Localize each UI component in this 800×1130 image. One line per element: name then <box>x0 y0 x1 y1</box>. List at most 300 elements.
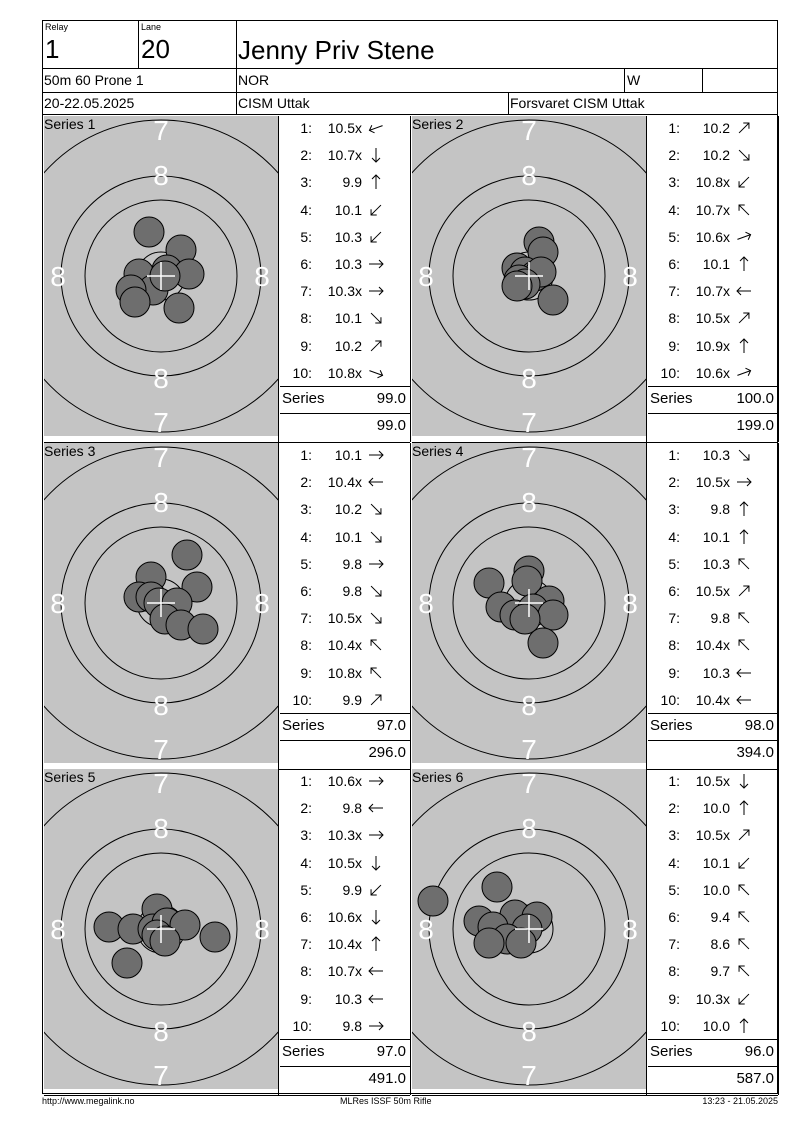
ring-number-label: 8 <box>521 813 537 844</box>
ring-number-label: 8 <box>418 588 434 619</box>
shot-value: 10.7x <box>695 283 730 300</box>
ring-number-label: 8 <box>153 363 169 394</box>
ring-number-label: 7 <box>153 769 169 799</box>
shot-row <box>282 283 408 301</box>
target-2 <box>412 116 646 436</box>
shot-value: 10.2 <box>334 501 362 518</box>
shot-number: 8: <box>300 963 312 980</box>
shot-row <box>282 202 408 220</box>
shot-number: 1: <box>300 447 312 463</box>
ring-number-label: 7 <box>521 116 537 146</box>
shot-value: 10.6x <box>327 909 362 925</box>
header-divider <box>702 68 703 92</box>
shot-number: 5: <box>668 881 680 898</box>
direction-arrow-icon <box>366 692 386 708</box>
shot-value: 10.4x <box>327 936 362 953</box>
shot-row <box>282 529 408 547</box>
shot-value: 10.0 <box>702 881 730 898</box>
shot-row <box>650 827 776 845</box>
ring-number-label: 7 <box>521 443 537 473</box>
shot-value: 10.3x <box>327 827 362 844</box>
shot-value: 9.8 <box>342 800 362 817</box>
shot-row <box>650 583 776 601</box>
shot-hole <box>172 540 202 570</box>
shot-number: 5: <box>300 555 312 572</box>
series-total: 99.0 <box>376 390 406 407</box>
ring-number-label: 8 <box>521 160 537 191</box>
shot-row <box>282 365 408 383</box>
shot-row <box>650 229 776 247</box>
direction-arrow-icon <box>366 147 386 163</box>
direction-arrow-icon <box>734 229 754 245</box>
shot-number: 10: <box>660 691 680 708</box>
shot-value: 10.6x <box>695 364 730 381</box>
shot-hole <box>150 926 180 956</box>
shot-value: 10.4x <box>695 691 730 708</box>
shot-number: 8: <box>668 963 680 980</box>
direction-arrow-icon <box>734 773 754 789</box>
shot-value: 10.3 <box>334 256 362 272</box>
shot-number: 10: <box>292 691 312 708</box>
ring-number-label: 8 <box>622 914 638 945</box>
shot-hole <box>164 293 194 323</box>
shot-number: 1: <box>668 773 680 789</box>
header-divider <box>624 68 625 92</box>
shot-value: 8.6 <box>710 936 730 953</box>
direction-arrow-icon <box>366 120 386 136</box>
series-total-label: Series <box>282 1043 325 1060</box>
shot-number: 4: <box>300 854 312 871</box>
column-divider <box>778 769 779 1095</box>
shot-value: 10.2 <box>702 147 730 164</box>
shot-number: 6: <box>300 583 312 599</box>
shot-row <box>282 583 408 601</box>
direction-arrow-icon <box>734 963 754 979</box>
ring-number-label: 8 <box>153 813 169 844</box>
direction-arrow-icon <box>734 501 754 517</box>
direction-arrow-icon <box>734 365 754 381</box>
ring-number-label: 7 <box>521 734 537 763</box>
shot-hole <box>528 628 558 658</box>
direction-arrow-icon <box>366 529 386 545</box>
header-divider <box>42 68 778 69</box>
shot-hole <box>418 886 448 916</box>
shot-row <box>282 827 408 845</box>
ring-number-label: 7 <box>521 407 537 436</box>
relay-label: Relay <box>45 22 69 32</box>
target-face <box>412 443 646 763</box>
shot-hole <box>538 285 568 315</box>
series-title: Series 1 <box>44 116 96 132</box>
direction-arrow-icon <box>734 147 754 163</box>
shot-number: 6: <box>668 909 680 925</box>
column-divider <box>278 116 279 442</box>
direction-arrow-icon <box>366 800 386 816</box>
shot-row <box>282 800 408 818</box>
shot-number: 8: <box>668 310 680 327</box>
cumulative-total: 394.0 <box>736 744 774 761</box>
column-divider <box>646 116 647 442</box>
ring-number-label: 8 <box>50 914 66 945</box>
ring-number-label: 8 <box>418 914 434 945</box>
shot-row <box>282 773 408 791</box>
target-3 <box>44 443 278 763</box>
series-title: Series 2 <box>412 116 464 132</box>
direction-arrow-icon <box>366 665 386 681</box>
direction-arrow-icon <box>366 229 386 245</box>
footer-url: http://www.megalink.no <box>42 1096 135 1106</box>
shot-row <box>650 147 776 165</box>
shot-row <box>650 338 776 356</box>
ring-number-label: 8 <box>50 588 66 619</box>
shot-row <box>282 310 408 328</box>
total-divider <box>648 1066 778 1067</box>
shot-number: 9: <box>300 337 312 354</box>
header-divider <box>236 20 237 114</box>
shot-number: 8: <box>300 637 312 654</box>
shot-hole <box>120 287 150 317</box>
direction-arrow-icon <box>366 637 386 653</box>
shot-row <box>282 963 408 981</box>
shot-number: 2: <box>668 474 680 491</box>
total-divider <box>648 386 778 387</box>
ring-number-label: 8 <box>521 690 537 721</box>
shot-value: 10.1 <box>702 854 730 871</box>
shot-value: 10.1 <box>334 528 362 545</box>
shot-row <box>282 610 408 628</box>
shot-value: 10.7x <box>327 147 362 164</box>
ring-number-label: 7 <box>521 769 537 799</box>
ring-number-label: 7 <box>153 116 169 146</box>
shot-row <box>650 529 776 547</box>
direction-arrow-icon <box>366 909 386 925</box>
header-divider <box>508 92 509 114</box>
ring-number-label: 7 <box>153 734 169 763</box>
competition: CISM Uttak <box>238 95 310 111</box>
direction-arrow-icon <box>366 202 386 218</box>
cumulative-total: 587.0 <box>736 1070 774 1087</box>
shot-row <box>650 800 776 818</box>
direction-arrow-icon <box>734 991 754 1007</box>
shot-value: 10.6x <box>695 228 730 245</box>
direction-arrow-icon <box>366 310 386 326</box>
shot-number: 3: <box>300 174 312 191</box>
direction-arrow-icon <box>366 474 386 490</box>
event-name: 50m 60 Prone 1 <box>44 72 144 88</box>
lane-number: 20 <box>141 34 170 64</box>
shot-value: 10.5x <box>695 773 730 789</box>
series-total: 97.0 <box>376 1043 406 1060</box>
shot-value: 9.4 <box>710 909 730 925</box>
shot-value: 9.8 <box>342 555 362 572</box>
shot-number: 4: <box>668 528 680 545</box>
column-divider <box>278 443 279 769</box>
column-divider <box>646 769 647 1095</box>
shot-number: 6: <box>300 909 312 925</box>
shot-number: 7: <box>300 936 312 953</box>
column-divider <box>410 769 411 1095</box>
cumulative-total: 99.0 <box>376 417 406 434</box>
footer-timestamp: 13:23 - 21.05.2025 <box>702 1096 778 1106</box>
target-face <box>412 116 646 436</box>
shot-row <box>282 637 408 655</box>
shot-value: 9.8 <box>710 610 730 627</box>
total-divider <box>648 740 778 741</box>
shot-row <box>650 665 776 683</box>
ring-number-label: 8 <box>622 261 638 292</box>
shot-number: 10: <box>660 364 680 381</box>
shot-number: 3: <box>668 827 680 844</box>
ring-number-label: 8 <box>254 914 270 945</box>
shot-row <box>650 447 776 465</box>
shot-value: 10.3 <box>702 555 730 572</box>
direction-arrow-icon <box>734 174 754 190</box>
direction-arrow-icon <box>366 174 386 190</box>
shot-value: 10.5x <box>327 610 362 627</box>
direction-arrow-icon <box>734 120 754 136</box>
series-title: Series 4 <box>412 443 464 459</box>
shot-row <box>650 692 776 710</box>
shot-value: 10.5x <box>695 827 730 844</box>
shot-row <box>650 365 776 383</box>
series-total-label: Series <box>650 1043 693 1060</box>
total-divider <box>280 1066 410 1067</box>
direction-arrow-icon <box>734 474 754 490</box>
shot-value: 9.9 <box>342 691 362 708</box>
shot-hole <box>112 948 142 978</box>
shot-number: 9: <box>668 990 680 1007</box>
shot-row <box>282 338 408 356</box>
target-4 <box>412 443 646 763</box>
shot-row <box>650 936 776 954</box>
shot-value: 10.5x <box>327 854 362 871</box>
direction-arrow-icon <box>366 936 386 952</box>
shot-row <box>650 991 776 1009</box>
ring-number-label: 8 <box>521 363 537 394</box>
organizer: Forsvaret CISM Uttak <box>510 95 645 111</box>
direction-arrow-icon <box>734 909 754 925</box>
direction-arrow-icon <box>734 936 754 952</box>
shot-number: 10: <box>660 1017 680 1034</box>
total-divider <box>280 740 410 741</box>
shot-number: 8: <box>300 310 312 327</box>
ring-number-label: 8 <box>153 487 169 518</box>
shot-value: 9.9 <box>342 881 362 898</box>
direction-arrow-icon <box>734 882 754 898</box>
shot-value: 10.5x <box>695 310 730 327</box>
shot-number: 7: <box>300 283 312 300</box>
shot-row <box>282 556 408 574</box>
shot-value: 10.9x <box>695 337 730 354</box>
shot-row <box>650 1018 776 1036</box>
target-6 <box>412 769 646 1089</box>
shot-value: 10.8x <box>695 174 730 191</box>
nation: NOR <box>238 72 270 88</box>
column-divider <box>410 116 411 442</box>
shot-number: 9: <box>668 337 680 354</box>
direction-arrow-icon <box>734 800 754 816</box>
header-divider <box>42 114 778 115</box>
direction-arrow-icon <box>734 256 754 272</box>
shot-value: 10.7x <box>327 963 362 980</box>
direction-arrow-icon <box>734 529 754 545</box>
shot-number: 3: <box>300 501 312 518</box>
shot-value: 10.1 <box>334 310 362 327</box>
column-divider <box>778 116 779 442</box>
shot-number: 5: <box>300 228 312 245</box>
footer-software: MLRes ISSF 50m Rifle <box>340 1096 432 1106</box>
date: 20-22.05.2025 <box>44 95 135 111</box>
shot-row <box>650 474 776 492</box>
direction-arrow-icon <box>734 1018 754 1034</box>
series-title: Series 5 <box>44 769 96 785</box>
direction-arrow-icon <box>366 610 386 626</box>
shot-number: 5: <box>668 228 680 245</box>
ring-number-label: 7 <box>153 443 169 473</box>
direction-arrow-icon <box>734 583 754 599</box>
series-title: Series 3 <box>44 443 96 459</box>
shot-number: 1: <box>300 120 312 136</box>
ring-number-label: 8 <box>153 1016 169 1047</box>
shot-hole <box>538 600 568 630</box>
shot-row <box>282 447 408 465</box>
shot-row <box>282 174 408 192</box>
total-divider <box>280 386 410 387</box>
shot-row <box>282 229 408 247</box>
shot-number: 2: <box>300 147 312 164</box>
direction-arrow-icon <box>734 665 754 681</box>
shot-row <box>650 283 776 301</box>
shot-value: 9.8 <box>342 1017 362 1034</box>
shot-value: 10.4x <box>327 474 362 491</box>
cumulative-total: 491.0 <box>368 1070 406 1087</box>
target-face <box>412 769 646 1089</box>
shot-number: 4: <box>300 528 312 545</box>
cumulative-total: 296.0 <box>368 744 406 761</box>
shot-value: 10.2 <box>702 120 730 136</box>
shot-number: 4: <box>668 854 680 871</box>
athlete-name: Jenny Priv Stene <box>238 35 435 65</box>
ring-number-label: 8 <box>254 588 270 619</box>
direction-arrow-icon <box>366 827 386 843</box>
shot-value: 10.5x <box>695 583 730 599</box>
shot-row <box>650 637 776 655</box>
shot-row <box>282 120 408 138</box>
direction-arrow-icon <box>366 447 386 463</box>
shot-row <box>650 909 776 927</box>
direction-arrow-icon <box>366 583 386 599</box>
direction-arrow-icon <box>366 991 386 1007</box>
shot-value: 10.5x <box>695 474 730 491</box>
shot-row <box>650 501 776 519</box>
ring-number-label: 7 <box>153 407 169 436</box>
direction-arrow-icon <box>366 338 386 354</box>
shot-number: 4: <box>300 201 312 218</box>
shot-row <box>650 310 776 328</box>
shot-row <box>650 256 776 274</box>
shot-number: 5: <box>668 555 680 572</box>
shot-row <box>282 665 408 683</box>
shot-row <box>282 692 408 710</box>
shot-row <box>282 855 408 873</box>
series-total: 98.0 <box>744 717 774 734</box>
shot-hole <box>506 928 536 958</box>
shot-number: 3: <box>668 501 680 518</box>
shot-value: 10.3x <box>327 283 362 300</box>
direction-arrow-icon <box>366 501 386 517</box>
shot-row <box>282 1018 408 1036</box>
cumulative-total: 199.0 <box>736 417 774 434</box>
shot-number: 6: <box>668 256 680 272</box>
shot-number: 9: <box>300 990 312 1007</box>
shot-hole <box>482 872 512 902</box>
shot-row <box>650 120 776 138</box>
shot-row <box>282 882 408 900</box>
total-divider <box>280 1039 410 1040</box>
shot-value: 10.8x <box>327 664 362 681</box>
direction-arrow-icon <box>734 338 754 354</box>
shot-value: 10.8x <box>327 364 362 381</box>
ring-number-label: 8 <box>622 588 638 619</box>
series-total-label: Series <box>650 717 693 734</box>
direction-arrow-icon <box>366 855 386 871</box>
shot-value: 9.9 <box>342 174 362 191</box>
shot-number: 1: <box>668 447 680 463</box>
shot-row <box>650 556 776 574</box>
direction-arrow-icon <box>366 882 386 898</box>
shot-value: 10.1 <box>702 528 730 545</box>
header-divider <box>42 92 778 93</box>
shot-row <box>650 963 776 981</box>
ring-number-label: 8 <box>418 261 434 292</box>
shot-number: 2: <box>668 800 680 817</box>
shot-row <box>650 773 776 791</box>
ring-number-label: 8 <box>254 261 270 292</box>
shot-value: 10.0 <box>702 800 730 817</box>
shot-value: 10.3x <box>695 990 730 1007</box>
total-divider <box>280 713 410 714</box>
direction-arrow-icon <box>366 963 386 979</box>
ring-number-label: 8 <box>153 690 169 721</box>
direction-arrow-icon <box>734 637 754 653</box>
ring-number-label: 8 <box>50 261 66 292</box>
direction-arrow-icon <box>734 310 754 326</box>
shot-row <box>282 501 408 519</box>
series-title: Series 6 <box>412 769 464 785</box>
direction-arrow-icon <box>734 692 754 708</box>
shot-value: 9.8 <box>710 501 730 518</box>
shot-value: 10.3 <box>334 228 362 245</box>
shot-value: 10.6x <box>327 773 362 789</box>
shot-number: 10: <box>292 1017 312 1034</box>
ring-number-label: 8 <box>521 1016 537 1047</box>
ring-number-label: 7 <box>153 1060 169 1089</box>
shot-number: 4: <box>668 201 680 218</box>
direction-arrow-icon <box>734 855 754 871</box>
relay-number: 1 <box>45 34 60 64</box>
target-face <box>44 116 278 436</box>
shot-value: 10.1 <box>702 256 730 272</box>
shot-number: 1: <box>300 773 312 789</box>
total-divider <box>648 1039 778 1040</box>
series-total: 97.0 <box>376 717 406 734</box>
shot-value: 10.7x <box>695 201 730 218</box>
target-5 <box>44 769 278 1089</box>
direction-arrow-icon <box>366 256 386 272</box>
shot-value: 10.5x <box>327 120 362 136</box>
shot-row <box>650 174 776 192</box>
total-divider <box>280 413 410 414</box>
